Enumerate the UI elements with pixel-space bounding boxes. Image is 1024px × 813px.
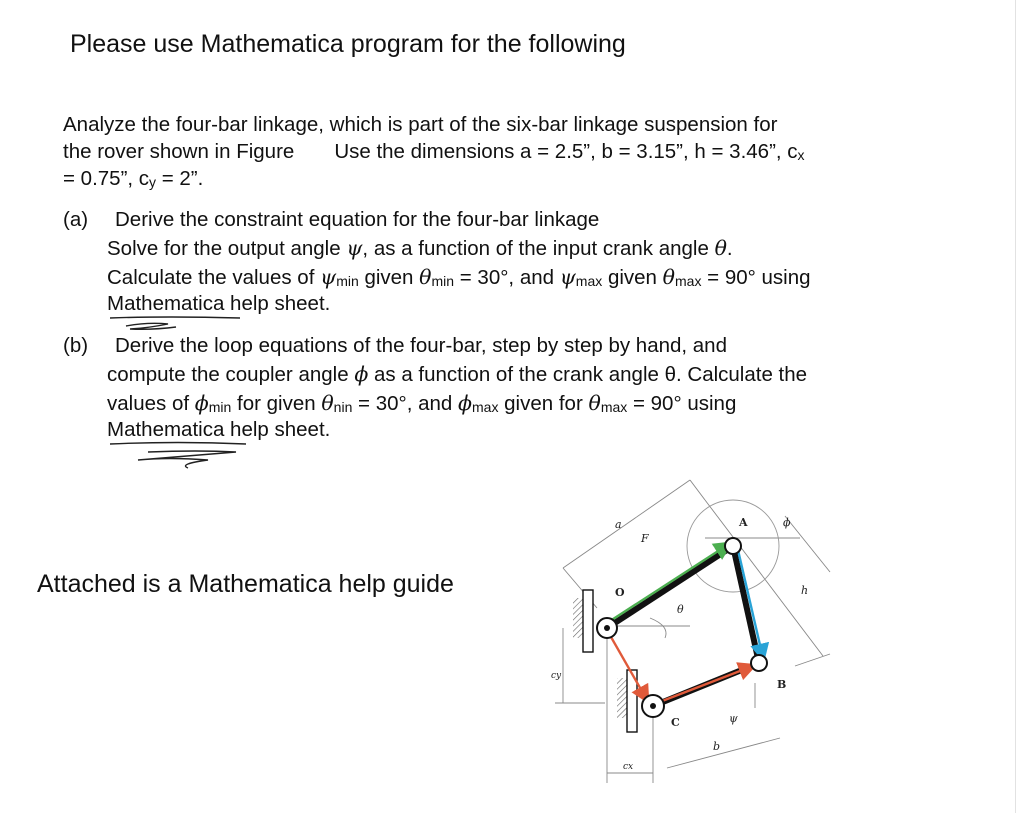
joint-O-pin: [604, 625, 610, 631]
label-O: O: [615, 586, 625, 599]
part-a-line-2-mid: , as a function of the input crank angle: [362, 237, 715, 260]
part-b-label: (b): [63, 334, 89, 357]
theta-symbol: θ: [714, 236, 727, 260]
psi-symbol: ψ: [320, 265, 337, 289]
label-phi: ϕ: [783, 516, 791, 529]
intro-line-1: Analyze the four-bar linkage, which is part of the six-bar linkage suspension for: [63, 113, 778, 136]
part-b-line-3-mid3: given for: [498, 392, 589, 415]
intro-line-3-post: = 2”.: [156, 167, 204, 190]
min-subscript: min: [208, 399, 232, 415]
scribble-a: [108, 312, 248, 334]
vector-blue: [738, 550, 763, 658]
part-b-line-2: [107, 362, 807, 387]
part-a-line-1: Derive the constraint equation for the four-bar linkage: [115, 208, 600, 231]
page-edge: [1015, 0, 1024, 813]
min-subscript: min: [336, 273, 359, 289]
part-a-line-3-mid2: = 30°, and: [454, 266, 560, 289]
ground-hatch-upper: [573, 598, 583, 638]
psi-symbol: ψ: [559, 265, 576, 289]
label-b: b: [713, 740, 721, 753]
label-h: h: [801, 584, 809, 597]
intro-line-3-pre: = 0.75”, c: [63, 167, 150, 190]
joint-B: [751, 655, 767, 671]
theta-symbol: θ: [321, 391, 334, 415]
ground-hatch-lower: [617, 678, 627, 718]
nin-subscript: nin: [333, 399, 353, 415]
label-cx: cx: [623, 762, 634, 772]
part-b-line-2-pre: compute the coupler angle: [107, 363, 355, 386]
attached-note: Attached is a Mathematica help guide: [37, 570, 454, 598]
part-b-line-3-post: = 90° using: [627, 392, 737, 415]
part-a-line-3-mid1: given: [358, 266, 420, 289]
part-b-line-3: [107, 391, 736, 416]
label-a: a: [615, 518, 622, 531]
theta-symbol: θ: [419, 265, 432, 289]
part-b-line-1: Derive the loop equations of the four-bar, step by step by hand, and: [115, 334, 727, 357]
part-a-line-3-pre: Calculate the values of: [107, 266, 321, 289]
intro-line-2: [63, 140, 805, 164]
theta-symbol: θ: [662, 265, 675, 289]
part-b-line-4: Mathematica help sheet.: [107, 418, 331, 441]
phi-symbol: ϕ: [194, 391, 209, 415]
intro-line-3: [63, 167, 203, 191]
intro-line-2b: Use the dimensions a = 2.5”, b = 3.15”, h = 3.46”, c: [334, 140, 798, 163]
part-b-line-3-mid1: for given: [231, 392, 322, 415]
scribble-b: [108, 438, 253, 472]
vector-green: [607, 544, 729, 623]
part-b-line-2-post: as a function of the crank angle θ. Calculate the: [368, 363, 808, 386]
phi-symbol: ϕ: [458, 391, 472, 415]
cx-subscript: x: [797, 147, 805, 163]
psi-symbol: ψ: [346, 236, 363, 260]
phi-symbol: ϕ: [354, 362, 369, 386]
part-a-line-4: Mathematica help sheet.: [107, 292, 331, 315]
part-a-line-3: [107, 265, 811, 290]
joint-C-pin: [650, 703, 656, 709]
min-subscript: min: [431, 273, 455, 289]
label-theta: θ: [677, 603, 684, 616]
part-b-line-3-pre: values of: [107, 392, 195, 415]
part-a-line-2-post: .: [726, 237, 733, 260]
four-bar-linkage-figure: [545, 478, 845, 798]
part-a-line-3-mid3: given: [602, 266, 663, 289]
link-A-B: [733, 546, 759, 663]
label-F: F: [641, 532, 649, 545]
part-a-label: (a): [63, 208, 89, 231]
part-a-line-2-pre: Solve for the output angle: [107, 237, 347, 260]
vector-red-coupler: [657, 666, 753, 703]
part-a-line-2: [107, 236, 733, 261]
part-b-line-3-mid2: = 30°, and: [352, 392, 459, 415]
label-cy: cy: [551, 671, 562, 681]
max-subscript: max: [675, 273, 702, 289]
link-O-A: [607, 546, 733, 628]
max-subscript: max: [600, 399, 628, 415]
label-C: C: [671, 716, 680, 729]
max-subscript: max: [472, 399, 499, 415]
part-a-line-3-post: = 90° using: [701, 266, 811, 289]
label-B: B: [777, 678, 787, 691]
max-subscript: max: [575, 273, 603, 289]
label-A: A: [739, 516, 748, 529]
ground-post-upper: [583, 590, 593, 652]
label-psi: ψ: [729, 712, 738, 725]
heading: Please use Mathematica program for the following: [70, 30, 626, 58]
intro-line-2a: the rover shown in Figure: [63, 140, 295, 163]
theta-symbol: θ: [588, 391, 601, 415]
cy-subscript: y: [149, 174, 157, 190]
joint-A: [725, 538, 741, 554]
